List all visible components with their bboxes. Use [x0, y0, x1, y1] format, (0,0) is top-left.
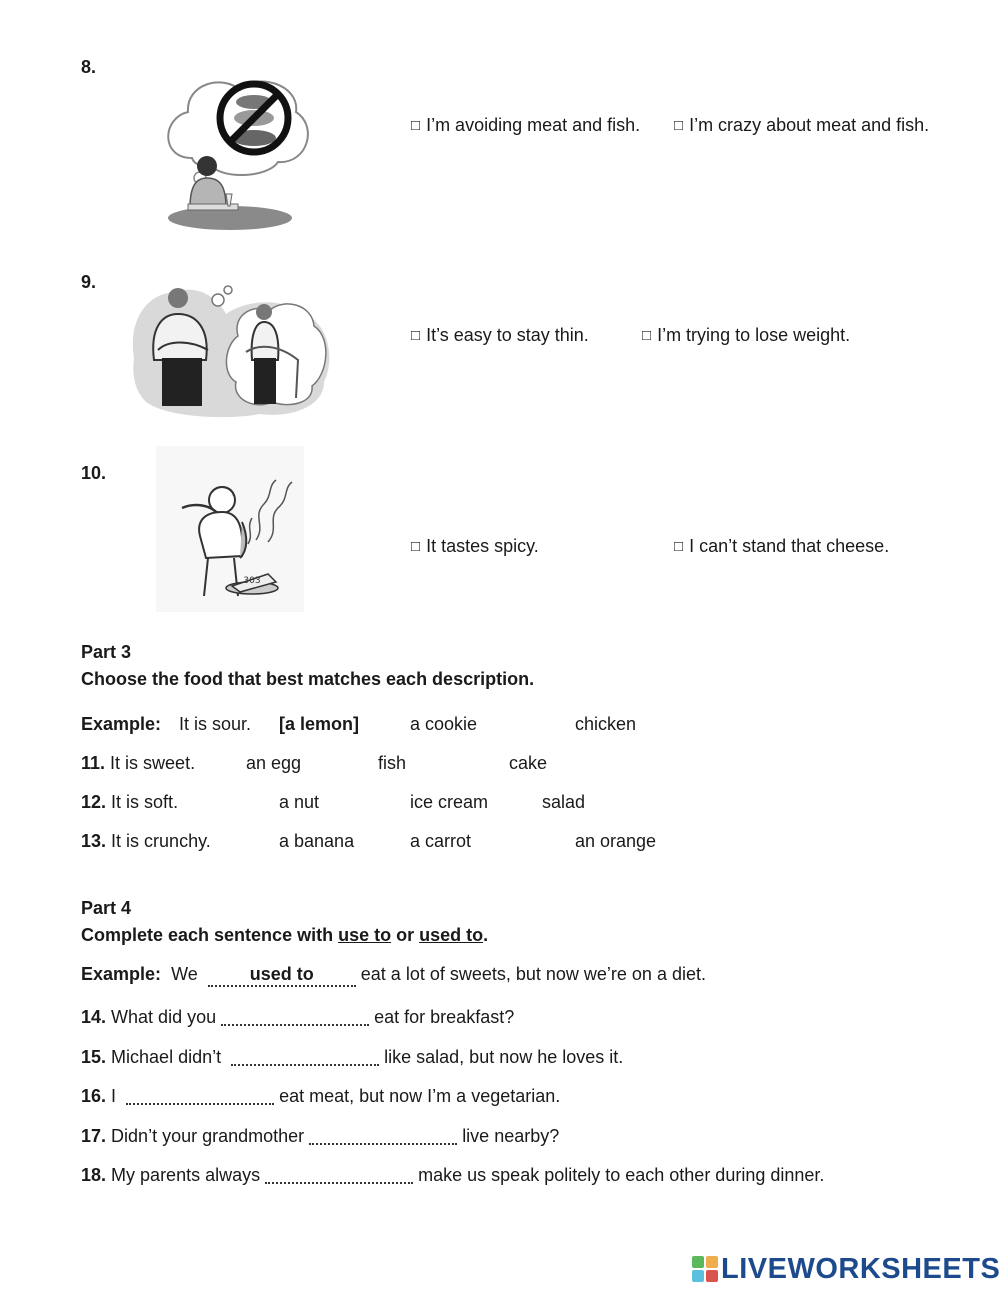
logo-blocks-icon — [692, 1256, 718, 1282]
logo-text: LIVEWORKSHEETS — [721, 1252, 1000, 1285]
part4-row-16 — [81, 1082, 560, 1107]
term-use-to: use to — [338, 925, 392, 945]
option-text: I’m avoiding meat and fish. — [426, 115, 641, 135]
question-number-8: 8. — [81, 57, 97, 77]
part4-row-17 — [81, 1122, 559, 1147]
part3-example-option: a cookie — [410, 714, 478, 734]
option-12c[interactable]: salad — [542, 792, 586, 812]
term-used-to: used to — [419, 925, 484, 945]
option-8a[interactable] — [411, 115, 640, 136]
option-13a[interactable]: a banana — [279, 831, 355, 851]
sentence-before: Michael didn’t — [111, 1047, 222, 1067]
part3-example-sentence: It is sour. — [179, 714, 252, 734]
answer-blank-18[interactable] — [265, 1164, 413, 1184]
smelly-cheese-illustration — [156, 446, 304, 612]
checkbox-icon[interactable]: □ — [674, 117, 684, 134]
option-text: It tastes spicy. — [426, 536, 539, 556]
sentence-after: live nearby? — [462, 1126, 560, 1146]
part3-row-12 — [81, 792, 178, 813]
part4-title: Part 4 — [81, 898, 132, 918]
sentence-before: My parents always — [111, 1165, 261, 1185]
checkbox-icon[interactable]: □ — [642, 327, 652, 344]
sentence-before: What did you — [111, 1007, 217, 1027]
no-meat-fish-thought-illustration — [150, 68, 315, 234]
sentence-before: Didn’t your grandmother — [111, 1126, 305, 1146]
part4-example — [81, 964, 706, 987]
option-13c[interactable]: an orange — [575, 831, 657, 851]
part3-example-label: Example: — [81, 714, 162, 734]
option-12b[interactable]: ice cream — [410, 792, 489, 812]
question-number-10: 10. — [81, 463, 107, 483]
option-9a[interactable] — [411, 325, 589, 346]
instruction-text: . — [483, 925, 489, 945]
part3-example-option: chicken — [575, 714, 637, 734]
part4-row-14 — [81, 1003, 514, 1028]
cheese-label: 303 — [243, 576, 261, 586]
example-before: We — [171, 964, 198, 984]
part3-row-13 — [81, 831, 211, 852]
option-8b[interactable] — [674, 115, 929, 136]
option-10b[interactable] — [674, 536, 889, 557]
option-11a[interactable]: an egg — [246, 753, 302, 773]
option-13b[interactable]: a carrot — [410, 831, 472, 851]
part3-row-11 — [81, 753, 195, 774]
option-11c[interactable]: cake — [509, 753, 548, 773]
question-number: 14. — [81, 1007, 107, 1027]
part4-row-18 — [81, 1161, 824, 1186]
part4-instruction — [81, 925, 488, 946]
part4-row-15 — [81, 1043, 623, 1068]
option-10a[interactable] — [411, 536, 539, 557]
question-sentence: It is soft. — [111, 792, 179, 812]
option-text: I’m trying to lose weight. — [657, 325, 851, 345]
sentence-after: make us speak politely to each other during dinner. — [418, 1165, 825, 1185]
instruction-text: Complete each sentence with — [81, 925, 339, 945]
part3-title: Part 3 — [81, 642, 132, 662]
question-sentence: It is sweet. — [110, 753, 196, 773]
option-11b[interactable]: fish — [378, 753, 407, 773]
option-text: I can’t stand that cheese. — [689, 536, 890, 556]
instruction-text: or — [391, 925, 420, 945]
example-answer: used to — [208, 964, 356, 987]
option-9b[interactable] — [642, 325, 850, 346]
answer-blank-14[interactable] — [221, 1006, 369, 1026]
liveworksheets-logo — [692, 1252, 1000, 1286]
sentence-before: I — [111, 1086, 117, 1106]
answer-blank-17[interactable] — [309, 1125, 457, 1145]
question-number-9: 9. — [81, 272, 97, 292]
question-number: 17. — [81, 1126, 107, 1146]
option-text: I’m crazy about meat and fish. — [689, 115, 930, 135]
sentence-after: like salad, but now he loves it. — [384, 1047, 624, 1067]
question-number: 11. — [81, 753, 106, 773]
part3-example-answer: [a lemon] — [279, 714, 360, 734]
sentence-after: eat for breakfast? — [374, 1007, 515, 1027]
answer-blank-16[interactable] — [126, 1085, 274, 1105]
question-number: 18. — [81, 1165, 107, 1185]
checkbox-icon[interactable]: □ — [411, 117, 421, 134]
question-number: 15. — [81, 1047, 107, 1067]
question-number: 16. — [81, 1086, 107, 1106]
question-sentence: It is crunchy. — [111, 831, 211, 851]
example-after: eat a lot of sweets, but now we’re on a diet. — [360, 964, 706, 984]
answer-blank-15[interactable] — [231, 1046, 379, 1066]
part3-instruction: Choose the food that best matches each description. — [81, 669, 535, 689]
checkbox-icon[interactable]: □ — [411, 538, 421, 555]
question-number: 12. — [81, 792, 107, 812]
option-12a[interactable]: a nut — [279, 792, 320, 812]
question-number: 13. — [81, 831, 107, 851]
option-text: It’s easy to stay thin. — [426, 325, 589, 345]
checkbox-icon[interactable]: □ — [411, 327, 421, 344]
example-label: Example: — [81, 964, 162, 984]
weight-loss-dream-illustration — [128, 278, 338, 420]
checkbox-icon[interactable]: □ — [674, 538, 684, 555]
sentence-after: eat meat, but now I’m a vegetarian. — [279, 1086, 561, 1106]
